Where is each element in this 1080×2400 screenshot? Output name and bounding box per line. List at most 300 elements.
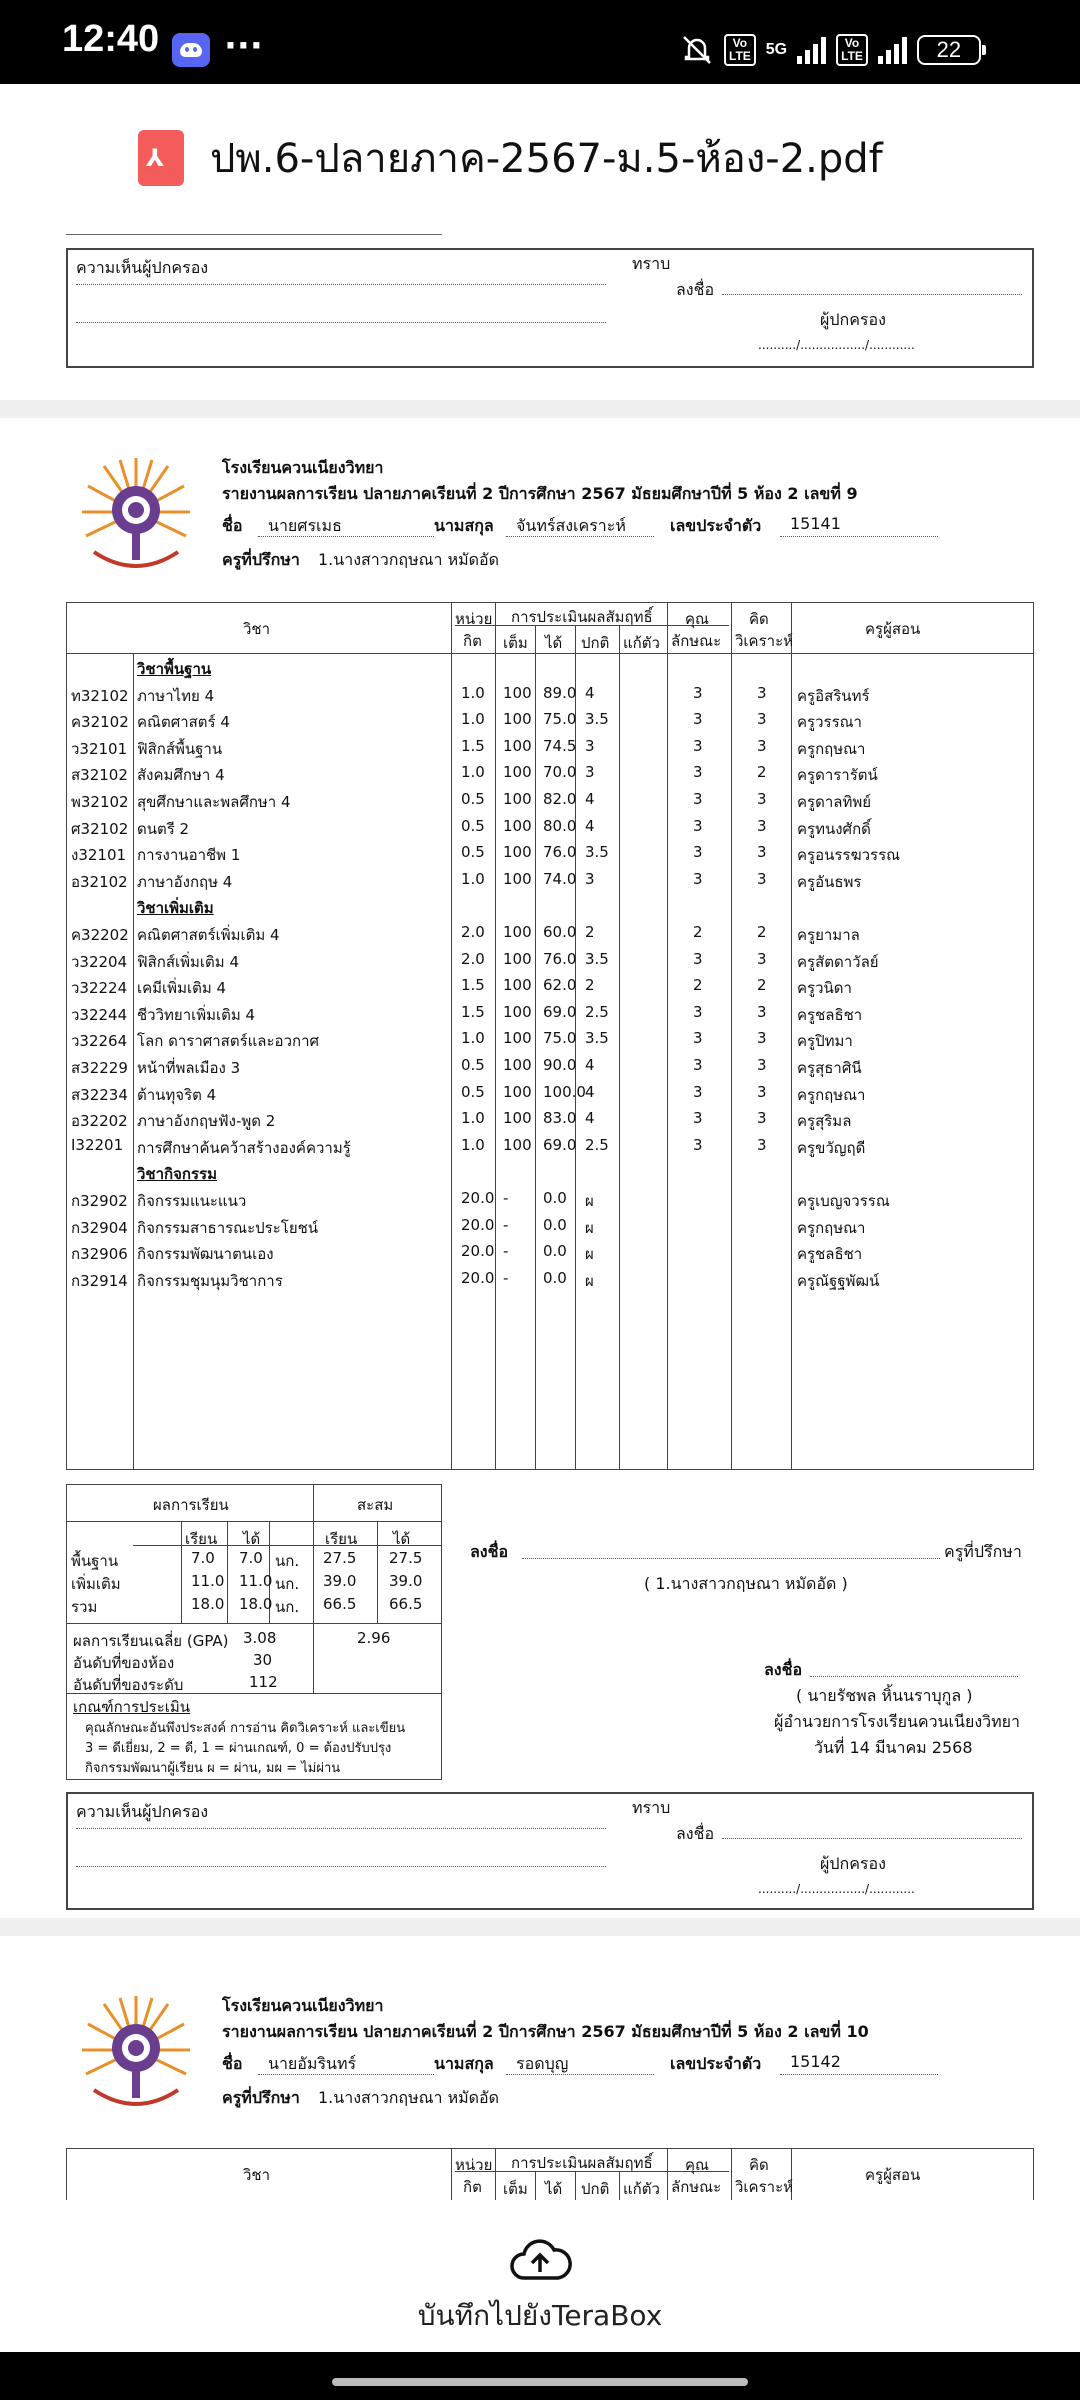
full-score: 100 [503, 710, 532, 729]
summary-learn-2: เรียน [325, 1530, 358, 1548]
credit: 1.5 [461, 976, 485, 995]
credit: 0.5 [461, 843, 485, 862]
quality-score: 3 [693, 683, 703, 702]
full-score: 100 [503, 736, 532, 755]
teacher-name: ครูยามาล [797, 926, 860, 944]
teacher-name: ครูอนรรฆวรรณ [797, 846, 901, 865]
grade: 4 [585, 790, 595, 808]
col-got: ได้ [545, 634, 563, 652]
cloud-upload-icon[interactable] [508, 2236, 572, 2286]
credit: 1.0 [461, 869, 485, 888]
summary-cell: 39.0 [323, 1572, 357, 1590]
credit: 0.5 [461, 816, 485, 835]
advisor-sign-label: ลงชื่อ [470, 1542, 509, 1561]
teacher-name: ครูทนงศักดิ์ [797, 819, 871, 838]
grade: 4 [585, 1109, 595, 1128]
score: 69.0 [543, 1135, 577, 1154]
credit: 1.0 [461, 683, 485, 702]
report-title: รายงานผลการเรียน ปลายภาคเรียนที่ 2 ปีการศึกษา 2567 มัธยมศึกษาปีที่ 5 ห้อง 2 เลขที่ 9 [222, 484, 858, 503]
grade: 4 [585, 683, 595, 702]
subject-code: อ32102 [71, 872, 128, 891]
summary-h2: สะสม [357, 1496, 394, 1514]
quality-score: 3 [693, 1029, 703, 1048]
score: 69.0 [543, 1002, 577, 1021]
volte-icon-2: Vo LTE [836, 34, 868, 66]
subject-code: ว32204 [71, 952, 128, 971]
signal-icon-2 [878, 36, 907, 64]
section-header: วิชาเพิ่มเติม [137, 899, 214, 918]
col-teacher: ครูผู้สอน [865, 620, 921, 638]
credit: 1.0 [461, 1109, 485, 1128]
subject-code: ก32906 [71, 1245, 128, 1264]
criteria-1: คุณลักษณะอันพึงประสงค์ การอ่าน คิดวิเคราะห์ และเขียน [85, 1721, 406, 1736]
full-score: 100 [503, 923, 532, 941]
score: 76.0 [543, 843, 577, 862]
summary-cell: 66.5 [389, 1595, 423, 1613]
criteria-title: เกณฑ์การประเมิน [73, 1698, 191, 1716]
director-sign-label: ลงชื่อ [764, 1660, 803, 1679]
think-score: 2 [757, 976, 767, 995]
score: 76.0 [543, 949, 577, 968]
grades-table-2 [66, 2148, 1034, 2208]
subject-code: ง32101 [71, 846, 127, 865]
summary-cell: นก. [275, 1575, 300, 1593]
director-role: ผู้อำนวยการโรงเรียนควนเนียงวิทยา [774, 1712, 1021, 1731]
director-name: ( นายรัชพล หิ้นนราบุกูล ) [796, 1686, 973, 1705]
think-score: 3 [757, 1056, 767, 1074]
think-score: 3 [757, 710, 767, 729]
score: 75.0 [543, 1029, 577, 1048]
parent-comment-box [66, 248, 1034, 368]
student-surname: จันทร์สงเคราะห์ [516, 516, 626, 535]
col-got-b: ได้ [545, 2180, 563, 2198]
subject-name: การศึกษาค้นคว้าสร้างองค์ความรู้ [137, 1138, 351, 1157]
think-score: 3 [757, 1135, 767, 1154]
full-score: 100 [503, 1109, 532, 1128]
teacher-name: ครูชลธิชา [797, 1245, 863, 1264]
grade: 3.5 [585, 1029, 609, 1048]
credit: 2.0 [461, 923, 485, 941]
grade: ผ [585, 1218, 594, 1237]
full-score: 100 [503, 869, 532, 888]
subject-name: สังคมศึกษา 4 [137, 766, 225, 785]
subject-name: ฟิสิกส์พื้นฐาน [137, 739, 223, 758]
quality-score: 3 [693, 949, 703, 968]
credit: 2.0 [461, 949, 485, 968]
battery-icon: 22 [917, 35, 981, 65]
score: 80.0 [543, 816, 577, 835]
teacher-name: ครูอันธพร [797, 872, 862, 891]
summary-cell: 18.0 [191, 1595, 225, 1613]
summary-cell: รวม [71, 1598, 98, 1616]
quality-score: 3 [693, 843, 703, 862]
subject-code: ว32264 [71, 1032, 128, 1051]
full-score: 100 [503, 1029, 532, 1048]
col-quality2-b: ลักษณะ [671, 2178, 722, 2196]
advisor-name: 1.นางสาวกฤษณา หมัดอัด [318, 550, 500, 569]
advisor-name-2: 1.นางสาวกฤษณา หมัดอัด [318, 2088, 500, 2107]
subject-name: เคมีเพิ่มเติม 4 [137, 979, 227, 998]
school-name: โรงเรียนควนเนียงวิทยา [222, 458, 384, 477]
think-score: 3 [757, 843, 767, 862]
credit: 1.0 [461, 710, 485, 729]
name-label-2: ชื่อ [222, 2054, 243, 2073]
col-quality-2: ลักษณะ [671, 632, 722, 650]
col-teacher-b: ครูผู้สอน [865, 2166, 921, 2184]
think-score: 3 [757, 1002, 767, 1021]
col-unit-2: กิต [463, 632, 482, 650]
summary-table [66, 1484, 442, 1780]
credit: 1.5 [461, 736, 485, 755]
credit: 20.0 [461, 1189, 495, 1207]
teacher-name: ครูวรรณา [797, 713, 862, 732]
school-name-2: โรงเรียนควนเนียงวิทยา [222, 1996, 384, 2015]
col-fix-b: แก้ตัว [623, 2180, 660, 2198]
think-score: 2 [757, 763, 767, 782]
ack-label: ทราบ [632, 254, 671, 273]
grade: 3 [585, 869, 595, 888]
summary-learn: เรียน [185, 1530, 218, 1548]
summary-got: ได้ [243, 1530, 261, 1548]
quality-score: 3 [693, 1002, 703, 1021]
score: 100.0 [543, 1082, 586, 1101]
think-score: 3 [757, 790, 767, 808]
teacher-name: ครูเบญจวรรณ [797, 1192, 890, 1210]
think-score: 3 [757, 1109, 767, 1128]
full-score: 100 [503, 1002, 532, 1021]
surname-label-2: นามสกุล [434, 2054, 494, 2073]
summary-cell: 11.0 [191, 1572, 225, 1590]
score: 62.0 [543, 976, 577, 995]
col-subject: วิชา [243, 620, 271, 638]
student-id: 15141 [790, 514, 841, 533]
subject-name: คณิตศาสตร์เพิ่มเติม 4 [137, 926, 280, 944]
grade: 4 [585, 1082, 595, 1101]
summary-got-2: ได้ [393, 1530, 411, 1548]
more-notifications-icon: ··· [224, 26, 263, 66]
advisor-role: ครูที่ปรึกษา [944, 1542, 1022, 1561]
grade: 2 [585, 923, 595, 941]
gpa-label: ผลการเรียนเฉลี่ย (GPA) [73, 1632, 229, 1650]
score: 0.0 [543, 1242, 567, 1261]
think-score: 3 [757, 816, 767, 835]
date-template-2: ........../................./............ [758, 1882, 915, 1896]
ack-label-2: ทราบ [632, 1798, 671, 1817]
teacher-name: ครูชลธิชา [797, 1005, 863, 1024]
credit: 1.5 [461, 1002, 485, 1021]
section-header: วิชากิจกรรม [137, 1165, 217, 1184]
full-score: 100 [503, 1082, 532, 1101]
discord-icon [172, 33, 210, 67]
full-score: 100 [503, 1135, 532, 1154]
credit: 20.0 [461, 1242, 495, 1261]
grade: 4 [585, 816, 595, 835]
credit: 0.5 [461, 1056, 485, 1074]
full-score: - [503, 1242, 509, 1261]
pdf-page-report-9 [0, 418, 1080, 1918]
col-eval-b: การประเมินผลสัมฤทธิ์ [511, 2154, 653, 2172]
subject-code: ก32904 [71, 1218, 128, 1237]
criteria-2: 3 = ดีเยี่ยม, 2 = ดี, 1 = ผ่านเกณฑ์, 0 = ต้องปรับปรุง [85, 1741, 392, 1756]
think-score: 3 [757, 683, 767, 702]
school-logo-icon-2 [74, 1990, 199, 2115]
parent-comment-label-2: ความเห็นผู้ปกครอง [76, 1802, 209, 1821]
full-score: - [503, 1189, 509, 1207]
teacher-name: ครูณัฐฐพัฒน์ [797, 1271, 880, 1290]
col-normal-b: ปกติ [581, 2180, 610, 2198]
credit: 0.5 [461, 790, 485, 808]
full-score: 100 [503, 1056, 532, 1074]
grade: 3.5 [585, 710, 609, 729]
summary-cell: พื้นฐาน [71, 1552, 119, 1570]
subject-code: ท32102 [71, 686, 129, 705]
quality-score: 3 [693, 1135, 703, 1154]
status-bar [0, 0, 1080, 84]
summary-cell: 7.0 [239, 1549, 263, 1567]
school-logo-icon [74, 452, 199, 577]
score: 70.0 [543, 763, 577, 782]
signal-icon [797, 36, 826, 64]
rank-level-label: อันดับที่ของระดับ [73, 1676, 184, 1694]
col-normal: ปกติ [581, 634, 610, 652]
score: 83.0 [543, 1109, 577, 1128]
credit: 20.0 [461, 1268, 495, 1287]
rank-room-label: อันดับที่ของห้อง [73, 1654, 175, 1672]
home-gesture-bar[interactable] [332, 2378, 748, 2386]
full-score: 100 [503, 763, 532, 782]
score: 60.0 [543, 923, 577, 941]
subject-code: ว32101 [71, 739, 128, 758]
gpa-value: 3.08 [243, 1629, 277, 1647]
subject-name: หน้าที่พลเมือง 3 [137, 1059, 241, 1077]
credit: 20.0 [461, 1215, 495, 1234]
col-think2-b: วิเคราะห์ [735, 2178, 794, 2196]
parent-comment-box-2 [66, 1792, 1034, 1910]
col-unit-b: หน่วย [455, 2156, 493, 2174]
teacher-name: ครูดารารัตน์ [797, 766, 878, 785]
save-to-terabox-button[interactable]: บันทึกไปยังTeraBox [417, 2299, 663, 2332]
mute-bell-icon [680, 33, 714, 67]
summary-cell: 11.0 [239, 1572, 273, 1590]
id-label: เลขประจำตัว [670, 516, 762, 535]
teacher-name: ครูดาลทิพย์ [797, 793, 872, 811]
quality-score: 3 [693, 816, 703, 835]
col-subject-2: วิชา [243, 2166, 271, 2184]
summary-cell: นก. [275, 1552, 300, 1570]
section-header: วิชาพื้นฐาน [137, 660, 212, 678]
quality-score: 3 [693, 763, 703, 782]
col-think: คิด [749, 610, 769, 628]
score: 74.0 [543, 869, 577, 888]
subject-name: ชีววิทยาเพิ่มเติม 4 [137, 1005, 256, 1024]
grade: 2.5 [585, 1135, 609, 1154]
rank-room: 30 [253, 1651, 273, 1669]
grade: 3 [585, 763, 595, 782]
volte-icon: Vo LTE [724, 34, 756, 66]
sign-label: ลงชื่อ [676, 280, 715, 299]
col-think-2: วิเคราะห์ [735, 632, 794, 650]
summary-cell: 7.0 [191, 1549, 215, 1567]
report-title-2: รายงานผลการเรียน ปลายภาคเรียนที่ 2 ปีการศึกษา 2567 มัธยมศึกษาปีที่ 5 ห้อง 2 เลขที่ 10 [222, 2022, 869, 2041]
subject-name: กิจกรรมสาธารณะประโยชน์ [137, 1218, 319, 1237]
full-score: - [503, 1215, 509, 1234]
teacher-name: ครูกฤษณา [797, 1085, 866, 1104]
5g-icon: 5G [765, 41, 788, 58]
subject-name: คณิตศาสตร์ 4 [137, 713, 230, 732]
student-name: นายศรเมธ [268, 516, 342, 535]
score: 0.0 [543, 1215, 567, 1234]
think-score: 2 [757, 923, 767, 941]
subject-name: ภาษาอังกฤษฟัง-พูด 2 [137, 1112, 276, 1131]
student-id-2: 15142 [790, 2052, 841, 2071]
full-score: - [503, 1268, 509, 1287]
subject-name: การงานอาชีพ 1 [137, 846, 241, 865]
score: 90.0 [543, 1056, 577, 1074]
quality-score: 3 [693, 1109, 703, 1128]
summary-cell: นก. [275, 1598, 300, 1616]
score: 89.0 [543, 683, 577, 702]
subject-name: ฟิสิกส์เพิ่มเติม 4 [137, 952, 239, 971]
teacher-name: ครูกฤษณา [797, 739, 866, 758]
id-label-2: เลขประจำตัว [670, 2054, 762, 2073]
student-name-2: นายอัมรินทร์ [268, 2054, 357, 2073]
full-score: 100 [503, 843, 532, 862]
navigation-bar [0, 2352, 1080, 2400]
full-score: 100 [503, 683, 532, 702]
subject-code: I32201 [71, 1135, 124, 1154]
summary-cell: 27.5 [389, 1549, 423, 1567]
parent-role: ผู้ปกครอง [820, 310, 886, 329]
full-score: 100 [503, 816, 532, 835]
think-score: 3 [757, 869, 767, 888]
subject-code: อ32202 [71, 1112, 128, 1131]
think-score: 3 [757, 949, 767, 968]
teacher-name: ครูสุริมล [797, 1112, 852, 1131]
summary-cell: 27.5 [323, 1549, 357, 1567]
gpa-cumulative: 2.96 [357, 1629, 391, 1647]
subject-name: ดนตรี 2 [137, 819, 190, 838]
summary-cell: เพิ่มเติม [71, 1575, 121, 1593]
score: 0.0 [543, 1189, 567, 1207]
credit: 0.5 [461, 1082, 485, 1101]
rank-level: 112 [249, 1673, 278, 1691]
teacher-name: ครูสุธาศินี [797, 1059, 862, 1077]
quality-score: 3 [693, 1056, 703, 1074]
pdf-icon: ⅄ [138, 130, 184, 186]
col-full-b: เต็ม [503, 2180, 528, 2198]
grade: 4 [585, 1056, 595, 1074]
full-score: 100 [503, 790, 532, 808]
think-score: 3 [757, 736, 767, 755]
surname-label: นามสกุล [434, 516, 494, 535]
grade: 2.5 [585, 1002, 609, 1021]
teacher-name: ครูสัตดาวัลย์ [797, 952, 879, 971]
col-unit: หน่วย [455, 610, 493, 628]
quality-score: 3 [693, 736, 703, 755]
criteria-3: กิจกรรมพัฒนาผู้เรียน ผ = ผ่าน, มผ = ไม่ผ่าน [85, 1761, 341, 1776]
subject-code: ก32914 [71, 1271, 128, 1290]
summary-h1: ผลการเรียน [153, 1496, 229, 1514]
full-score: 100 [503, 949, 532, 968]
teacher-name: ครูวนิดา [797, 979, 852, 998]
subject-code: ศ32102 [71, 819, 129, 838]
col-unit2-b: กิต [463, 2178, 482, 2196]
parent-comment-label: ความเห็นผู้ปกครอง [76, 258, 209, 277]
col-quality-b: คุณ [685, 2156, 709, 2174]
score: 75.0 [543, 710, 577, 729]
advisor-sign-name: ( 1.นางสาวกฤษณา หมัดอัด ) [644, 1574, 848, 1593]
quality-score: 2 [693, 923, 703, 941]
student-surname-2: รอดบุญ [516, 2054, 569, 2073]
score: 74.5 [543, 736, 577, 755]
grade: ผ [585, 1245, 594, 1264]
teacher-name: ครูปิทมา [797, 1032, 853, 1051]
status-icons [680, 30, 981, 70]
score: 82.0 [543, 790, 577, 808]
col-think-b: คิด [749, 2156, 769, 2174]
col-quality: คุณ [685, 610, 709, 628]
pdf-page-report-10 [0, 1936, 1080, 2200]
subject-code: ส32102 [71, 766, 128, 785]
think-score: 3 [757, 1082, 767, 1101]
grade: 2 [585, 976, 595, 995]
subject-name: โลก ดาราศาสตร์และอวกาศ [137, 1032, 320, 1051]
col-full: เต็ม [503, 634, 528, 652]
quality-score: 2 [693, 976, 703, 995]
subject-code: ว32244 [71, 1005, 128, 1024]
subject-code: พ32102 [71, 793, 129, 811]
grade: 3 [585, 736, 595, 755]
parent-role-2: ผู้ปกครอง [820, 1854, 886, 1873]
credit: 1.0 [461, 1135, 485, 1154]
summary-cell: 66.5 [323, 1595, 357, 1613]
subject-code: ส32234 [71, 1085, 128, 1104]
subject-name: ภาษาอังกฤษ 4 [137, 872, 233, 891]
pdf-page-tail [0, 230, 1080, 400]
summary-cell: 18.0 [239, 1595, 273, 1613]
subject-code: ส32229 [71, 1059, 128, 1077]
subject-name: กิจกรรมแนะแนว [137, 1192, 247, 1210]
subject-code: ว32224 [71, 979, 128, 998]
subject-name: ต้านทุจริต 4 [137, 1085, 217, 1104]
subject-name: สุขศึกษาและพลศึกษา 4 [137, 793, 291, 811]
grade: ผ [585, 1271, 594, 1290]
quality-score: 3 [693, 869, 703, 888]
subject-code: ค32102 [71, 713, 129, 732]
teacher-name: ครูขวัญฤดี [797, 1138, 866, 1157]
date-template: ........../................./............ [758, 338, 915, 352]
full-score: 100 [503, 976, 532, 995]
grade: 3.5 [585, 949, 609, 968]
terabox-save-bar[interactable] [0, 2200, 1080, 2352]
subject-code: ค32202 [71, 926, 129, 944]
quality-score: 3 [693, 790, 703, 808]
grade: ผ [585, 1192, 594, 1210]
teacher-name: ครูกฤษณา [797, 1218, 866, 1237]
advisor-label-2: ครูที่ปรึกษา [222, 2088, 300, 2107]
grades-table [66, 602, 1034, 1470]
title-bar [0, 84, 1080, 230]
sign-label-2: ลงชื่อ [676, 1824, 715, 1843]
credit: 1.0 [461, 763, 485, 782]
subject-name: กิจกรรมชุมนุมวิชาการ [137, 1271, 283, 1290]
summary-cell: 39.0 [389, 1572, 423, 1590]
quality-score: 3 [693, 710, 703, 729]
col-fix: แก้ตัว [623, 634, 660, 652]
subject-name: ภาษาไทย 4 [137, 686, 215, 705]
grade: 3.5 [585, 843, 609, 862]
teacher-name: ครูอิสรินทร์ [797, 686, 870, 705]
